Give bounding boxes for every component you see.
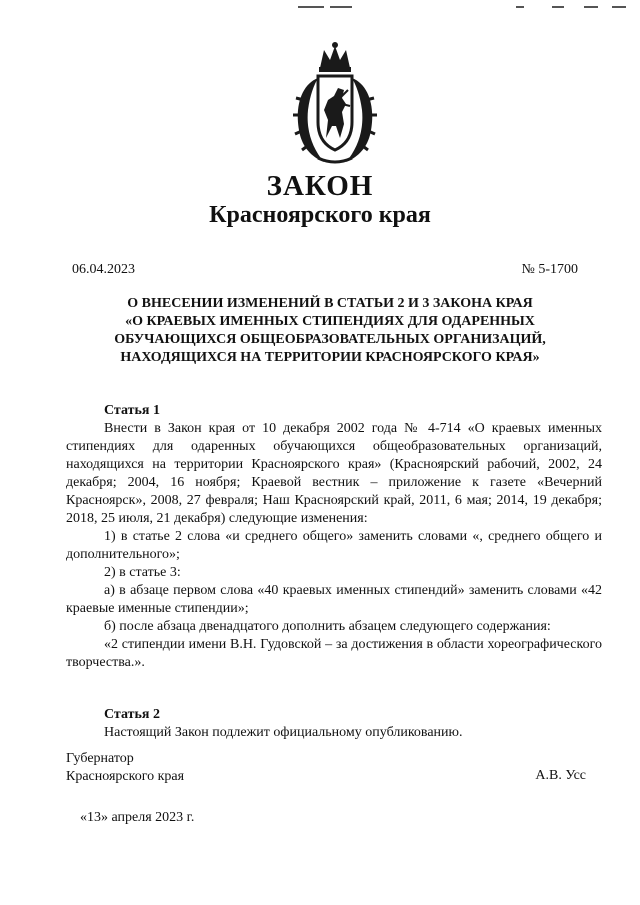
- article-2-text: Настоящий Закон подлежит официальному опубликованию.: [104, 725, 463, 740]
- coat-of-arms-icon: [290, 40, 380, 170]
- document-number: № 5-1700: [521, 262, 578, 277]
- subject-line: ОБУЧАЮЩИХСЯ ОБЩЕОБРАЗОВАТЕЛЬНЫХ ОРГАНИЗАЦИЙ,: [114, 332, 546, 347]
- subject-line: «О КРАЕВЫХ ИМЕННЫХ СТИПЕНДИЯХ ДЛЯ ОДАРЕННЫХ: [125, 314, 535, 329]
- signatory-position: [66, 750, 184, 786]
- signatory-name: А.В. Усс: [535, 768, 586, 783]
- law-title: ЗАКОН: [266, 170, 374, 202]
- article-1-item-2a: а) в абзаце первом слова «40 краевых именных стипендий» заменить словами «42 краевые именные стипендии»;: [66, 583, 602, 616]
- document-date: 06.04.2023: [72, 262, 135, 277]
- article-1-quote: «2 стипендии имени В.Н. Гудовской – за достижения в области хореографического творчества.».: [66, 637, 602, 670]
- signatory-position-line: Губернатор: [66, 751, 134, 766]
- scan-artifact: [516, 6, 524, 8]
- subject-line: О ВНЕСЕНИИ ИЗМЕНЕНИЙ В СТАТЬИ 2 И 3 ЗАКОНА КРАЯ: [127, 296, 533, 311]
- scan-artifact: [298, 6, 324, 8]
- article-1-heading: Статья 1: [104, 403, 160, 418]
- law-subject: [80, 295, 580, 367]
- article-1-item-1: 1) в статье 2 слова «и среднего общего» заменить словами «, среднего общего и дополнительного»;: [66, 529, 602, 562]
- law-region: Красноярского края: [209, 202, 431, 228]
- scan-artifact: [330, 6, 352, 8]
- article-1-intro: Внести в Закон края от 10 декабря 2002 года № 4-714 «О краевых именных стипендиях для одаренных обучающихся общеобразовательных организаций, находящихся на территории Красноярского края» (Красноярский рабочий, 2002, 24 декабря; 2004, 16 ноября; Краевой вестник – приложение к газете «Вечерний Красноярск», 2008, 27 февраля; Наш Красноярский край, 2011, 6 мая; 2014, 19 декабря; 2018, 25 июля, 21 декабря) следующие изменения:: [66, 421, 602, 526]
- signing-date: «13» апреля 2023 г.: [80, 810, 195, 825]
- subject-line: НАХОДЯЩИХСЯ НА ТЕРРИТОРИИ КРАСНОЯРСКОГО КРАЯ»: [120, 350, 540, 365]
- law-body: [66, 402, 602, 742]
- article-1-item-2b: б) после абзаца двенадцатого дополнить абзацем следующего содержания:: [104, 619, 551, 634]
- scan-artifact: [612, 6, 626, 8]
- scan-artifact: [552, 6, 564, 8]
- scan-artifact: [584, 6, 598, 8]
- article-1-item-2: 2) в статье 3:: [104, 565, 181, 580]
- signatory-position-line: Красноярского края: [66, 769, 185, 784]
- article-2-heading: Статья 2: [104, 707, 160, 722]
